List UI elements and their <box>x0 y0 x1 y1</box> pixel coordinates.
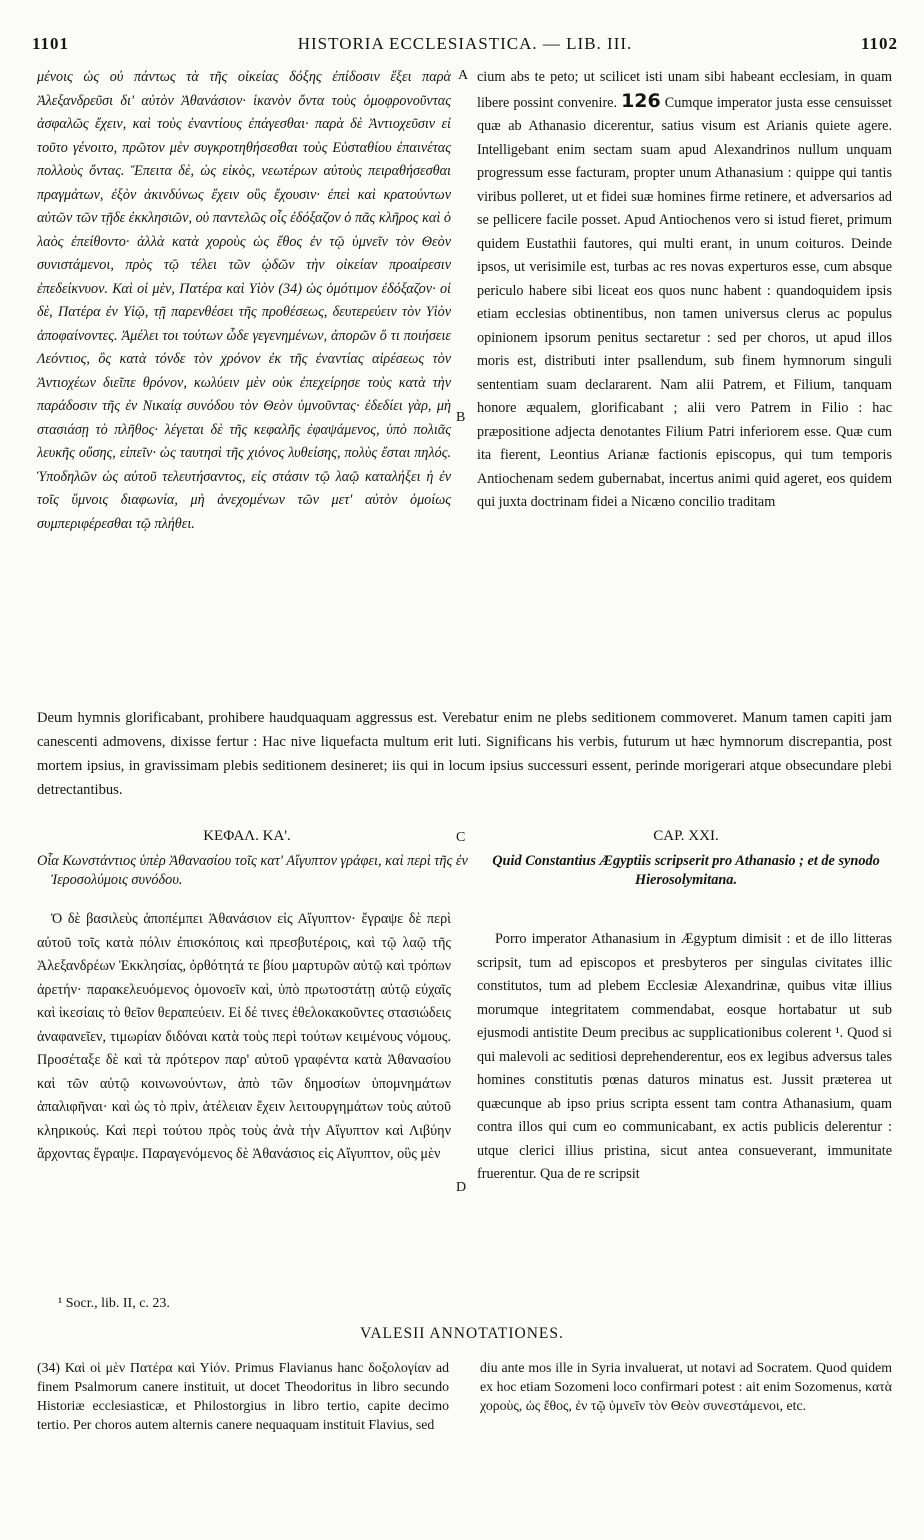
column-number: 126 <box>621 89 661 112</box>
latin-paragraph <box>477 66 892 515</box>
greek-chapter-summary: Οἷα Κωνστάντιος ὑπὲρ Ἀθανασίου τοῖς κατ' Αἴγυπτον γράφει, καὶ περὶ τῆς ἐν Ἱεροσολύμοις συνόδου. <box>37 853 468 888</box>
margin-marker-b: B <box>456 410 466 425</box>
margin-marker-a: A <box>458 68 469 83</box>
running-title: HISTORIA ECCLESIASTICA. — LIB. III. <box>297 34 633 53</box>
greek-chapter-heading: ΚΕΦΑΛ. ΚΑ'. <box>203 828 291 844</box>
running-header <box>32 34 898 58</box>
latin-part-1: cium abs te peto; ut scilicet isti unam sibi habeant ecclesiam, in quam libere possint convenire. <box>477 69 892 111</box>
latin-column-1 <box>477 66 892 515</box>
greek-column-1 <box>37 66 451 536</box>
latin-chapter-summary: Quid Constantius Ægyptiis scripserit pro Athanasio ; et de synodo Hierosolymitana. <box>492 853 880 888</box>
page-number-left: 1101 <box>32 34 70 53</box>
full-width-paragraph: Deum hymnis glorificabant, prohibere haudquaquam aggressus est. Verebatur enim ne plebs seditionem commoveret. Manum tamen capiti jam canescenti admovens, dixisse fertur : Hac nive liquefacta multum erit luti. Significans his verbis, futurum ut hæc hymnorum discrepantia, post mortem ipsius, in gravissimam plebis seditionem desineret; iis qui in locum ipsius successuri essent, perinde morigerari atque obsecundare plebi detrectantibus. <box>37 710 892 798</box>
latin-part-2: Cumque imperator justa esse censuisset quæ ab Athanasio dicerentur, satius visum est Arianis quiete agere. Intelligebant enim sectam suam apud Alexandrinos nullum unquam progressum esse facturam, propter unum Athanasium : quippe qui tantis viribus polleret, ut et fidei suæ homines firme retinere, et adversarios ad se pellicere facile posset. Apud Antiochenos vero si istud fieret, primum quidem Eustathii fautores, qui multi erant, in unum coituros. Deinde ipsos, ut verisimile est, turbas ac res novas experturos esse, cum absque periculo habere sibi liceat eos quos nunc habent : quandoquidem ipsis etiam ecclesias obtinentibus, non tamen universus clerus ac populus opinionem ipsorum penitus sectaretur : sed per choros, ut apud illos moris est, distributi inter psallendum, sub finem hymnorum singuli sententiam suam declararent. Nam alii Patrem, et Filium, tanquam honore æqualem, glorificabant ; alii vero Patrem in Filio : hac præpositione adjecta denotantes Filium Patri inferiorem esse. Quæ cum ita fierent, Leontius Arianæ factionis episcopus, qui tum temporis Antiochenam sedem gubernabat, incertus animi quid ageret, eos quidem qui juxta doctrinam fidei a Nicæno concilio traditam <box>477 94 893 510</box>
greek-paragraph-2: Ὁ δὲ βασιλεὺς ἀποπέμπει Ἀθανάσιον εἰς Αἴγυπτον· ἔγραψε δὲ περὶ αὐτοῦ τοῖς κατὰ πόλιν ἐπισκόποις καὶ πρεσβυτέροις, καὶ τῷ λαῷ τῆς Ἀλεξανδρέων Ἐκκλησίας, ὀρθότητά τε βίου μαρτυρῶν αὐτῷ καὶ τρόπων ἀρετήν· παρακελευόμενος ὁμονοεῖν καὶ, ὑπὸ πρωτοστάτῃ αὐτῷ εὐχαῖς καὶ ἱκεσίαις τὸ θεῖον θεραπεύειν. Εἰ δέ τινες ἐθελοκακοῦντες στασιώδεις ἀναφανεῖεν, τιμωρίαν διδόναι κατὰ τοὺς περὶ τούτων κειμένους νόμους. Προσέταξε δὲ καὶ τὰ πρότερον παρ' αὐτοῦ γραφέντα κατὰ Ἀθανασίου καὶ τῶν αὐτῷ κοινωνούντων, ἀπὸ τῶν δημοσίων ὑπομνημάτων ἀπαλιφῆναι· καὶ ὡς τὸ πρὶν, ἀτέλειαν ἔχειν λειτουργημάτων τοὺς αὐτοῦ κληρικούς. Καὶ περὶ τούτου πρὸς τοὺς ἀνὰ τὴν Αἴγυπτον καὶ Λιβύην ἄρχοντας ἔγραψε. Παραγενόμενος δὲ Ἀθανάσιος εἰς Αἴγυπτον, οὓς μὲν <box>37 911 451 1162</box>
annotations-title: VALESII ANNOTATIONES. <box>360 1325 564 1342</box>
margin-marker-d: D <box>456 1180 467 1195</box>
latin-paragraph-2: Porro imperator Athanasium in Ægyptum dimisit : et de illo litteras scripsit, tum ad episcopos et presbyteros per singulas civitates illic constitutos, tum ad plebem Ecclesiæ Alexandrinæ, quibus vitæ illius morumque integritatem commendabat, eosque hortabatur ut sub ejusmodi antistite Deum precibus ac supplicationibus colerent ¹. Quod si qui malevoli ac seditiosi deprehenderentur, eos ex legibus adversus tales homines constitutis pœnas daturos minatus est. Jussit præterea ut quæcunque ab ipso prius scripta essent tam contra Athanasium, quam contra illos qui cum eo communicabant, ex actis publicis delerentur : utque clerici illius pristina, sicut antea consueverant, immunitate fruerentur. Qua de re scripsit <box>477 931 892 1182</box>
footnote: ¹ Socr., lib. II, c. 23. <box>58 1296 170 1311</box>
greek-paragraph: μένοις ὡς οὐ πάντως τὰ τῆς οἰκείας δόξης ἐπίδοσιν ἕξει παρὰ Ἀλεξανδρεῦσι δι' αὐτὸν Ἀθανάσιον· ἱκανὸν ὄντα τοὺς ὁμοφρονοῦντας ἀσφαλῶς ἔχειν, καὶ τοὺς ἐναντίους ἐπάγεσθαι· παρὰ δὲ Ἀντιοχεῦσιν εἰ τοῦτο γένοιτο, πρῶτον μὲν συγκροτηθήσεσθαι τοὺς Εὐσταθίου ἐπαινέτας πολλοὺς ὄντας. Ἔπειτα δὲ, ὡς εἰκὸς, νεωτέρων αὐτοὺς πειραθήσεσθαι πραγμάτων, ἐξὸν ἀκινδύνως ἔχειν οὓς ἔχουσιν· ἐπεὶ καὶ κρατούντων αὐτῶν τῶν τῇδε ἐκκλησιῶν, οὐ παντελῶς οἷς ἐδόξαζον ὁ πᾶς κλῆρος καὶ ὁ λαὸς ἐπείθοντο· ἀλλὰ κατὰ χοροὺς ὡς ἔθος ἐν τῷ ὑμνεῖν τὸν Θεὸν συνιστάμενοι, πρὸς τῷ τέλει τῶν ᾠδῶν τὴν οἰκείαν προαίρεσιν ἐπεδείκνυον. Καὶ οἱ μὲν, Πατέρα καὶ Υἱὸν (34) ὡς ὁμότιμον ἐδόξαζον· οἱ δὲ, Πατέρα ἐν Υἱῷ, τῇ παρενθέσει τῆς προθέσεως, δευτερεύειν τὸν Υἱὸν ἀποφαίνοντες. Ἀμέλει τοι τούτων ὧδε γεγενημένων, ἀπορῶν ὅ τι ποιήσειε Λεόντιος, ὃς κατὰ τόνδε τὸν χρόνον ἐκ τῆς ἐναντίας αἱρέσεως τὸν Ἀντιοχέων διεῖπε θρόνον, κωλύειν μὲν οὐκ ἐπεχείρησε τοὺς κατὰ τὴν παράδοσιν τῆς ἐν Νικαίᾳ συνόδου τὸν Θεὸν ὑμνοῦντας· ἐδεδίει γὰρ, μὴ στασιάσῃ τὸ πλῆθος· λέγεται δὲ τῆς κεφαλῆς ἐφαψάμενος, ὑπὸ πολιᾶς λευκῆς οὔσης, εἰπεῖν· ὡς ταυτησὶ τῆς χιόνος λυθείσης, πολὺς ἔσται πηλός. Ὑποδηλῶν ὡς αὐτοῦ τελευτήσαντος, εἰς στάσιν τῷ λαῷ καταλήξει ἡ ἐν τοῖς ὕμνοις διαφωνία, μὴ ἀνεχομένων τῶν μετ' αὐτὸν ὁμοίως συμπεριφέρεσθαι τῷ πλήθει. <box>37 69 451 532</box>
latin-column-2 <box>477 928 892 1187</box>
annotation-right: diu ante mos ille in Syria invaluerat, ut notavi ad Socratem. Quod quidem ex hoc etiam Sozomeni loco confirmari potest : ait enim Sozomenus, κατὰ χοροὺς, ὡς ἔθος, ἐν τῷ ὑμνεῖν τὸν Θεὸν συνεστάμενοι, etc. <box>480 1360 892 1413</box>
latin-chapter-heading: CAP. XXI. <box>653 828 719 844</box>
margin-marker-c: C <box>456 830 466 845</box>
annotation-left: (34) Καὶ οἱ μὲν Πατέρα καὶ Υἱόν. Primus Flavianus hanc δοξολογίαν ad finem Psalmorum canere instituit, ut docet Theodoritus in libro secundo Historiæ ecclesiasticæ, et Philostorgius in libro tertio, capite decimo tertio. Per choros autem alternis canere nequaquam instituit Flavius, sed <box>37 1360 449 1432</box>
page-number-right: 1102 <box>860 34 898 53</box>
greek-column-2 <box>37 908 451 1167</box>
